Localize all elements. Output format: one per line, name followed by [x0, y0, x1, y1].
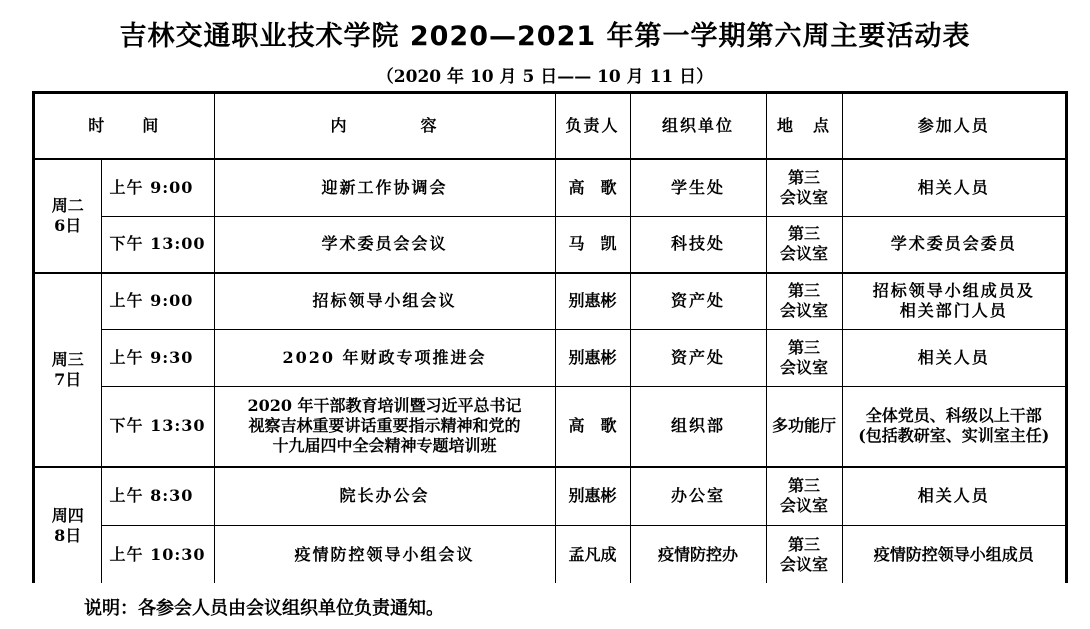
- event-place: [766, 525, 842, 583]
- table-row: [35, 525, 1065, 583]
- event-attendees: 疫情防控领导小组成员: [842, 525, 1065, 583]
- event-unit: 科技处: [630, 216, 766, 273]
- day-cell: [35, 273, 101, 467]
- table-row: [35, 467, 1065, 525]
- event-unit: 组织部: [630, 386, 766, 467]
- event-person: 别惠彬: [555, 329, 630, 386]
- event-time: 上午 10:30: [101, 525, 214, 583]
- table-row: [35, 329, 1065, 386]
- event-attendees-line1: 全体党员、科级以上干部: [865, 406, 1042, 426]
- event-attendees-line2: 相关部门人员: [899, 301, 1008, 321]
- event-content-line3: 十九届四中全会精神专题培训班: [272, 436, 497, 456]
- day-label: 周四: [51, 506, 84, 526]
- event-content-line2: 视察吉林重要讲话重要指示精神和党的: [248, 416, 521, 436]
- event-time: 上午 9:30: [101, 329, 214, 386]
- table-row: [35, 386, 1065, 467]
- table-row: [35, 216, 1065, 273]
- day-cell: [35, 467, 101, 583]
- event-unit: 学生处: [630, 159, 766, 216]
- event-place: [766, 467, 842, 525]
- event-attendees: 相关人员: [842, 329, 1065, 386]
- header-time: 时 间: [35, 94, 214, 159]
- event-attendees: [842, 273, 1065, 329]
- event-place-line2: 会议室: [780, 496, 829, 516]
- event-person: 别惠彬: [555, 273, 630, 329]
- event-unit: 资产处: [630, 273, 766, 329]
- event-content: 疫情防控领导小组会议: [214, 525, 555, 583]
- page-title: 吉林交通职业技术学院 2020—2021 年第一学期第六周主要活动表: [119, 21, 971, 52]
- table-header-row: [35, 94, 1065, 159]
- event-place-line2: 会议室: [780, 244, 829, 264]
- activity-table: [35, 94, 1065, 583]
- event-person: 高 歌: [555, 159, 630, 216]
- event-time: 下午 13:00: [101, 216, 214, 273]
- header-attendees: 参加人员: [842, 94, 1065, 159]
- event-content: 迎新工作协调会: [214, 159, 555, 216]
- event-place-line2: 会议室: [780, 555, 829, 574]
- event-time: 上午 9:00: [101, 159, 214, 216]
- event-place-line1: 第三: [788, 224, 821, 244]
- event-attendees-line2: (包括教研室、实训室主任): [858, 426, 1050, 446]
- event-time: 上午 9:00: [101, 273, 214, 329]
- event-person: 孟凡成: [555, 525, 630, 583]
- footnote: 说明：各参会人员由会议组织单位负责通知。: [84, 598, 444, 619]
- header-person: 负责人: [555, 94, 630, 159]
- event-place-line1: 第三: [788, 281, 821, 301]
- day-label: 周二: [51, 196, 84, 215]
- date-range-subtitle: （2020 年 10 月 5 日—— 10 月 11 日）: [376, 67, 714, 87]
- day-date: 8日: [54, 526, 82, 546]
- event-place-line1: 第三: [788, 535, 821, 554]
- event-attendees: [842, 386, 1065, 467]
- day-cell: [35, 159, 101, 273]
- table-row: [35, 273, 1065, 329]
- event-attendees: 相关人员: [842, 159, 1065, 216]
- header-content: 内 容: [214, 94, 555, 159]
- event-content: 学术委员会会议: [214, 216, 555, 273]
- event-time: 上午 8:30: [101, 467, 214, 525]
- day-label: 周三: [51, 350, 84, 369]
- event-content: 院长办公会: [214, 467, 555, 525]
- event-place: [766, 216, 842, 273]
- header-unit: 组织单位: [630, 94, 766, 159]
- event-content: 招标领导小组会议: [214, 273, 555, 329]
- event-person: 别惠彬: [555, 467, 630, 525]
- table-row: [35, 159, 1065, 216]
- day-date: 7日: [54, 370, 82, 389]
- event-person: 高 歌: [555, 386, 630, 467]
- event-place-line2: 会议室: [780, 357, 829, 377]
- event-unit: 办公室: [630, 467, 766, 525]
- event-place: 多功能厅: [766, 386, 842, 467]
- event-place: [766, 329, 842, 386]
- event-person: 马 凯: [555, 216, 630, 273]
- event-attendees-line1: 招标领导小组成员及: [872, 281, 1035, 301]
- event-time: 下午 13:30: [101, 386, 214, 467]
- event-content-line1: 2020 年干部教育培训暨习近平总书记: [247, 396, 522, 416]
- event-content: [214, 386, 555, 467]
- day-date: 6日: [54, 216, 82, 235]
- activity-table-frame: [32, 91, 1068, 583]
- event-unit: 资产处: [630, 329, 766, 386]
- event-place: [766, 159, 842, 216]
- event-place: [766, 273, 842, 329]
- event-attendees: 学术委员会委员: [842, 216, 1065, 273]
- event-place-line1: 第三: [788, 167, 821, 187]
- event-place-line1: 第三: [788, 476, 821, 496]
- event-place-line2: 会议室: [780, 187, 829, 207]
- event-place-line2: 会议室: [780, 301, 829, 321]
- event-attendees: 相关人员: [842, 467, 1065, 525]
- header-place: 地 点: [766, 94, 842, 159]
- event-unit: 疫情防控办: [630, 525, 766, 583]
- event-content: 2020 年财政专项推进会: [214, 329, 555, 386]
- event-place-line1: 第三: [788, 337, 821, 357]
